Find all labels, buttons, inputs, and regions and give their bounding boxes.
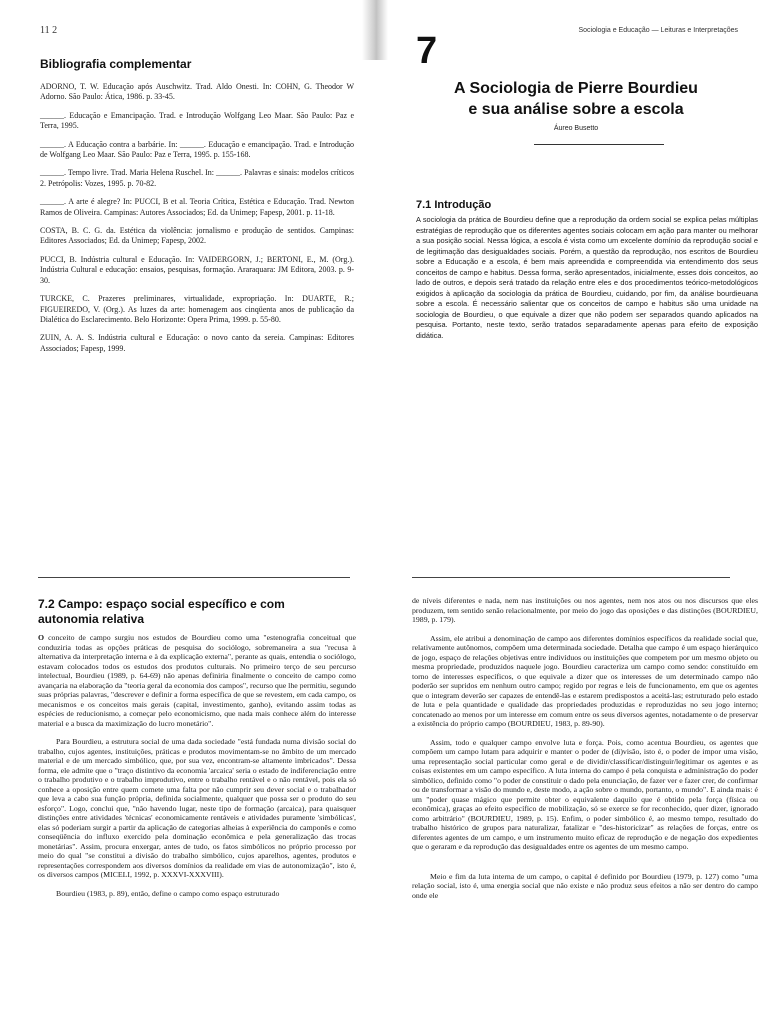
bib-entry: ______. A Educação contra a barbárie. In: ______. Educação e emancipação. Trad. e Introdução de Wolfgang Leo Maar. São Paulo: Paz e Terra, 1995. p. 155-168. [40, 139, 354, 160]
bib-entry: ADORNO, T. W. Educação após Auschwitz. Trad. Aldo Onesti. In: COHN, G. Theodor W Adorno. São Paulo: Ática, 1986. p. 33-45. [40, 82, 354, 102]
header-rule [38, 577, 350, 578]
bib-entry: TURCKE, C. Prazeres preliminares, virtualidade, expropriação. In: DUARTE, R.; FIGUEIREDO, V. (Org.). As luzes da arte: homenagem aos cinqüenta anos de publicação da Dialética do Esclarecimento. Belo Horizonte: Opera Prima, 1999. p. 55-80. [40, 294, 354, 324]
chapter-title-line: e sua análise sobre a escola [468, 101, 684, 118]
bib-entry: ______. Tempo livre. Trad. Maria Helena Ruschel. In: ______. Palavras e sinais: modelos críticos 2. Petrópolis: Vozes, 1995. p. 70-82. [40, 168, 354, 188]
bib-entry: ______. A arte é alegre? In: PUCCI, B et al. Teoria Crítica, Estética e Educação. Trad. Newton Ramos de Oliveira. Campinas: Autores Associados; Ed. da Unimep; Fapesp, 2001. p. 11-18. [40, 197, 354, 217]
body-paragraph: Meio e fim da luta interna de um campo, o capital é definido por Bourdieu (1979, p. 127) como "uma relação social, isto é, uma energia social que não existe e não produz seus efeitos a não ser dentro do campo onde ele [412, 871, 758, 900]
body-paragraph: Assim, todo e qualquer campo envolve luta e força. Pois, como acentua Bourdieu, os agentes que compõem um campo lutam para adquirir e manter o poder de (di)visão, isto é, o poder de impor uma visão, uma representação social particular como geral e de dividir/classificar/distinguir/legitimar os agentes e as coisas existentes em um campo específico. A luta interna do campo é pela conquista e administração do poder simbólico, definido como "o poder de constituir o dado pela enunciação, de fazer ver e fazer crer, de confirmar ou de transformar a visão do mundo e, deste modo, a ação sobre o mundo, portanto, o mundo". E ainda mais: é um "poder quase mágico que permite obter o equivalente daquilo que é obtido pela força (física ou econômica), graças ao efeito específico de mobilização, só se exerce se for reconhecido, quer dizer, ignorado como arbitrário" (BOURDIEU, 1989, p. 15). Enfim, o poder simbólico é, ao mesmo tempo, resultado do trabalho histórico de grupos para naturalizar, fatalizar e "des-historicizar" as relações de forças, entre os diferentes agentes de um campo, e um instrumento muito eficaz de reprodução e de negação dos expedientes que o geraram e da reprodução das desigualdades entre os agentes de um mesmo campo. [412, 737, 758, 851]
intro-paragraph: A sociologia da prática de Bourdieu define que a reprodução da ordem social se explica pelas múltiplas estratégias de reprodução que os diferentes agentes sociais colocam em ação para manter ou melhorar a sua posição social. Nessa lógica, a escola é vista como um excelente domínio da reprodução social e de legitimação das desigualdades sociais. Porém, a questão da reprodução, nos escritos de Bourdieu sobre a Educação e a escola, é bem mais apreendida e compreendida via entendimento dos seus conceitos de campo e habitus. Dessa forma, serão apresentados, inicialmente, esses dois conceitos, ao lado de outros, e depois será tratado da relação entre eles e dos procedimentos teórico-metodológicos exigidos à aplicação da sociologia da prática de Bourdieu, cuidando, por fim, da análise bourdieuana sobre a escola. É necessário salientar que os conceitos de campo e habitus são uma unidade na sociologia de Bourdieu, o que equivale a dizer que não podem ser separados quando aplicados na pesquisa. Portanto, neste texto, serão tratados separadamente apenas para efeito de exposição didática. [416, 215, 758, 340]
chapter-author: Áureo Busetto [553, 125, 599, 132]
body-paragraph: Assim, ele atribui a denominação de campo aos diferentes domínios específicos da realidade social que, relativamente autônomos, compõem uma determinada sociedade. Detalha que campo é um espaço hierárquico de jogo, espaço de relações objetivas entre indivíduos ou instituições que competem por um mesmo objeto ou mesma propriedade, produzidos naquele jogo. Bourdieu caracteriza um campo como sendo: constituído em torno de interesses específicos, o que equivale a dizer que os interesses de um determinado campo não poderão ser supridos em nenhum outro campo; regido por regras e leis de funcionamento, em que os agentes que o integram deverão ser capazes de entendê-las e estarem predispostos a aceitá-las; estruturado pelo estado de luta e pela quantidade e qualidade das propriedades produzidas e reproduzidas no seu jogo interno; concatenado ao menos por um interesse em comum entre os seus diversos agentes, notadamente o de preservar a existência do próprio campo (BOURDIEU, 1983, p. 89-90). [412, 633, 758, 728]
body-paragraph: de níveis diferentes e nada, nem nas instituições ou nos agentes, nem nos atos ou nos discursos que eles produzem, tem sentido senão relacionalmente, por meio do jogo das oposições e das distinções (BOURDIEU, 1989, p. 179). [412, 596, 758, 624]
bibliography-heading: Bibliografia complementar [40, 57, 192, 71]
section-body-left [38, 633, 356, 907]
bib-entry: COSTA, B. C. G. da. Estética da violência: jornalismo e produção de sentidos. Campinas: Editores Associados; Ed. da Unimep; Fapesp, 2002. [40, 226, 354, 246]
chapter-title-line: A Sociologia de Pierre Bourdieu [454, 80, 698, 97]
body-paragraph: Bourdieu (1983, p. 89), então, define o campo como espaço estruturado [56, 888, 280, 898]
chapter-title [384, 78, 768, 120]
section-body-right [412, 596, 758, 909]
drop-cap: O [38, 633, 45, 642]
bib-entry: PUCCI, B. Indústria cultural e Educação. In: VAIDERGORN, J.; BERTONI, E., M. (Org.). Indústria Cultural e educação: ensaios, pesquisas, formação. Araraquara: JM Editora, 2003. p. 9-30. [40, 254, 354, 285]
page-number: 11 2 [40, 25, 58, 36]
bib-entry: ______. Educação e Emancipação. Trad. e Introdução Wolfgang Leo Maar. São Paulo: Paz e Terra, 1995. [40, 110, 354, 131]
paragraph-text: conceito de campo surgiu nos estudos de Bourdieu como uma "estenografia conceitual que conduziria todas as opções práticas de pesquisa do sociólogo, sobremaneira a sua "recusa à alternativa da interpretação interna e à da explicação externa", perante as quais, entendia o sociólogo, estavam colocados todos os estudos dos produtos culturais. No primeiro terço de seu percurso intelectual, Bourdieu (1989, p. 64-69) não apenas definiria finalmente o conceito de campo como avançaria na elaboração da "teoria geral da economia dos campos", recurso que lhe permitiu, segundo suas próprias palavras, "descrever e definir a forma específica de que se revestem, em cada campo, os mecanismos e os conceitos mais gerais (capital, investimento, ganho), evitando assim todas as espécies de reducionismo, a começar pelo economicismo, que nada mais conhece além do interesse material e a busca da maximização do lucro monetário". [38, 633, 356, 728]
bib-entry: ZUIN, A. A. S. Indústria cultural e Educação: o novo canto da sereia. Campinas: Editores Associados; Fapesp, 1999. [40, 333, 354, 353]
body-paragraph: Para Bourdieu, a estrutura social de uma dada sociedade "está fundada numa divisão social do trabalho, cujos agentes, instituições, práticas e produtos movimentam-se no âmbito de um mercado material e de um mercado simbólico, que, por sua vez, encontram-se altamente imbricados". Dessa forma, ele admite que o "traço distintivo da economia 'arcaica' seria o estado de indiferenciação entre o trabalho produtivo e o trabalho improdutivo, entre o trabalho rentável e o não rentável, pois ela só conhece a oposição entre quem comete uma falta por não cumprir seu dever social e o trabalhador que leva a cabo sua função própria, definida socialmente, qualquer que possa ser o produto do seu esforço". Logo, conclui que, "não havendo lugar, neste tipo de formação (arcaica), para quaisquer distinções entre atividades 'técnicas' economicamente rentáveis e atividades puramente 'simbólicas', elas só poderiam surgir a partir da aplicação de categorias alheias à experiência do camponês e como conseqüência do influxo exercido pela dominação econômica e pela generalização das trocas monetárias". Assim, procura enxergar, antes de tudo, os fatos simbólicos no próprio processo por meio do qual "se constitui a divisão do trabalho simbólico, cujos aparelhos, agentes, produtos e representações correspondem aos diversos domínios da realidade em vias de autonomização", isto é, os diversos campos (MICELI, 1992, p. XXXVI-XXXVIII). [38, 737, 356, 879]
section-heading-intro: 7.1 Introdução [416, 199, 492, 211]
running-title: Sociologia e Educação — Leituras e Interpretações [578, 27, 738, 34]
title-divider [534, 144, 664, 145]
section-heading-campo: 7.2 Campo: espaço social específico e com autonomia relativa [38, 597, 285, 626]
body-paragraph [38, 633, 356, 728]
bibliography-list [40, 82, 354, 362]
chapter-number: 7 [416, 30, 438, 72]
